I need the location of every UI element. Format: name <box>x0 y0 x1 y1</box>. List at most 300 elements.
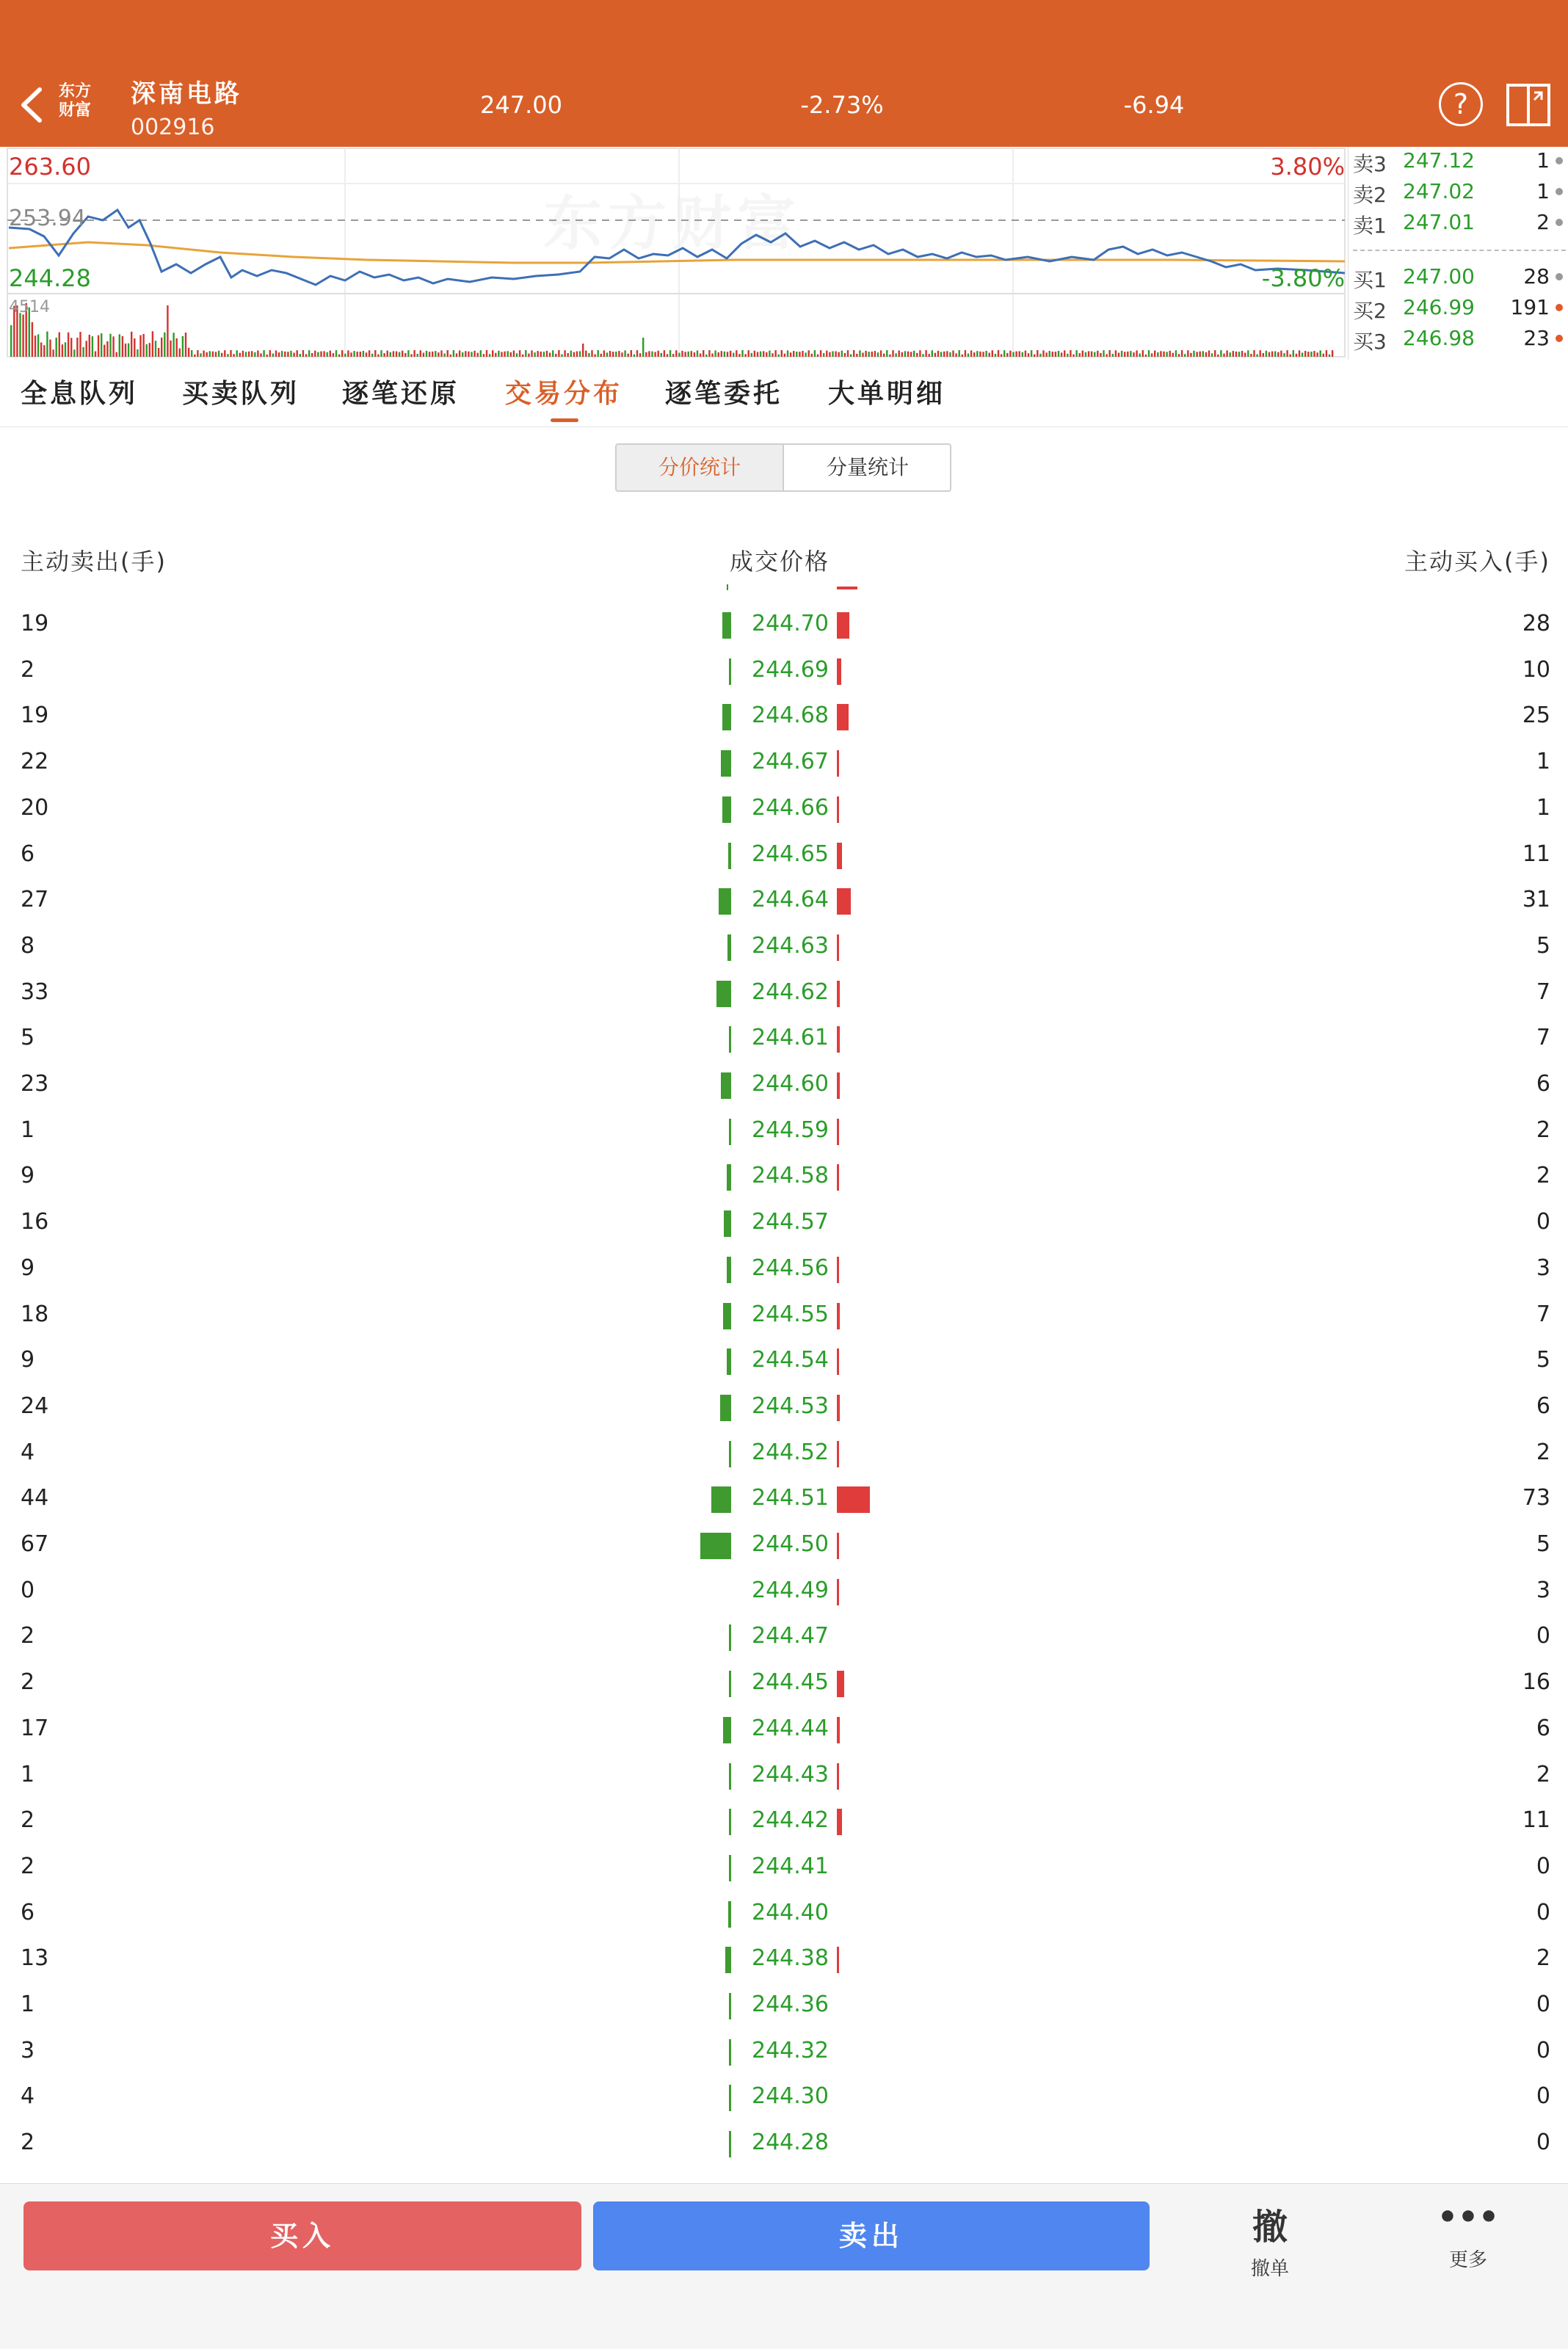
volume-bar <box>22 315 23 357</box>
volume-bar <box>236 350 238 357</box>
table-row[interactable] <box>0 1293 1568 1339</box>
volume-bar <box>1304 351 1306 357</box>
table-row[interactable] <box>0 1522 1568 1569</box>
sell-volume-bar <box>729 2039 731 2066</box>
volume-bar <box>68 333 69 357</box>
sell-volume-bar <box>729 1441 731 1467</box>
volume-bar <box>1280 351 1282 357</box>
split-screen-icon[interactable] <box>1505 82 1552 128</box>
volume-bar <box>89 335 90 357</box>
table-row[interactable] <box>0 602 1568 648</box>
volume-bar <box>109 334 111 357</box>
volume-bar <box>137 349 138 357</box>
volume-bar <box>886 350 888 357</box>
sell-volume-bar <box>729 1671 731 1697</box>
volume-bar <box>1253 350 1255 357</box>
volume-bar <box>287 352 288 357</box>
volume-bar <box>1034 355 1035 357</box>
active-sell-volume: 16 <box>21 1209 49 1235</box>
table-row[interactable] <box>0 1431 1568 1477</box>
volume-bar <box>167 305 168 357</box>
tab-1[interactable]: 买卖队列 <box>182 379 300 409</box>
table-row[interactable] <box>0 2029 1568 2075</box>
active-buy-volume: 0 <box>1536 1623 1550 1649</box>
volume-bar <box>1187 350 1188 357</box>
active-buy-volume: 2 <box>1536 1945 1550 1972</box>
active-sell-volume: 2 <box>21 1669 35 1696</box>
volume-bar <box>1329 355 1330 357</box>
trade-price: 244.55 <box>752 1301 829 1327</box>
volume-bar <box>456 353 457 357</box>
volume-bar <box>314 351 316 357</box>
active-sell-volume: 0 <box>21 1577 35 1603</box>
active-sell-volume: 1 <box>21 1761 35 1787</box>
volume-bar <box>703 350 704 357</box>
table-row[interactable] <box>0 1200 1568 1246</box>
volume-bar <box>736 350 737 357</box>
active-buy-volume: 2 <box>1536 1163 1550 1189</box>
table-row[interactable] <box>0 832 1568 879</box>
volume-bar <box>705 355 707 357</box>
table-row[interactable] <box>0 1016 1568 1062</box>
sell-volume-bar <box>729 1624 731 1651</box>
table-row[interactable] <box>0 1936 1568 1983</box>
volume-bar <box>1307 352 1309 357</box>
header-buy-marker <box>837 587 857 589</box>
order-book-row[interactable] <box>1349 294 1568 323</box>
volume-bar <box>230 350 231 357</box>
volume-bar <box>784 354 785 357</box>
tab-0[interactable]: 全息队列 <box>21 379 139 409</box>
volume-bar <box>1139 354 1141 357</box>
volume-bar <box>360 352 361 357</box>
volume-bar <box>134 338 135 357</box>
volume-bar <box>407 350 409 357</box>
volume-bar <box>1169 351 1171 357</box>
volume-bar <box>965 350 966 357</box>
volume-bar <box>1323 354 1324 357</box>
trade-price: 244.38 <box>752 1945 829 1972</box>
volume-bar <box>661 353 662 357</box>
table-row[interactable] <box>0 924 1568 970</box>
sell-volume-bar <box>711 1486 731 1513</box>
volume-bar <box>149 343 150 357</box>
trade-price: 244.61 <box>752 1025 829 1051</box>
trade-price: 244.36 <box>752 1992 829 2017</box>
volume-bar <box>245 352 247 357</box>
volume-bar <box>1058 351 1059 357</box>
order-book-row[interactable] <box>1349 147 1568 176</box>
volume-bar <box>1091 352 1092 357</box>
table-row[interactable] <box>0 1384 1568 1431</box>
volume-bar <box>1271 352 1273 357</box>
volume-bar <box>1072 355 1074 357</box>
volume-bar <box>889 355 890 357</box>
trade-price: 244.69 <box>752 656 829 683</box>
active-buy-volume: 1 <box>1536 749 1550 775</box>
stock-name: 深南电路 <box>131 79 242 109</box>
volume-bar <box>576 352 578 357</box>
volume-bar <box>519 350 520 357</box>
trade-price: 244.68 <box>752 702 829 729</box>
volume-bar <box>989 353 990 357</box>
volume-bar <box>1001 354 1002 357</box>
volume-bar <box>778 355 780 357</box>
volume-bar <box>56 338 57 357</box>
volume-bar <box>826 351 827 357</box>
buy-volume-bar <box>837 981 840 1007</box>
volume-bar <box>1172 353 1174 357</box>
active-sell-volume: 2 <box>21 656 35 683</box>
table-row[interactable] <box>0 1154 1568 1200</box>
volume-bar <box>600 354 602 357</box>
active-buy-volume: 0 <box>1536 1209 1550 1235</box>
volume-bar <box>1130 351 1131 357</box>
volume-bar <box>1217 355 1219 357</box>
volume-bar <box>853 350 854 357</box>
order-book-row[interactable] <box>1349 263 1568 292</box>
table-row[interactable] <box>0 1338 1568 1384</box>
volume-bar <box>510 352 512 357</box>
trade-price: 244.41 <box>752 1853 829 1879</box>
trade-price: 244.49 <box>752 1577 829 1603</box>
volume-bar <box>52 349 54 357</box>
table-row[interactable] <box>0 648 1568 694</box>
sell-volume-bar <box>727 934 731 961</box>
volume-bar <box>697 350 698 357</box>
volume-bar <box>639 353 641 357</box>
active-sell-volume: 1 <box>21 1992 35 2017</box>
volume-bar <box>573 352 575 357</box>
order-book-row[interactable] <box>1349 324 1568 354</box>
tab-2[interactable]: 逐笔还原 <box>342 379 460 409</box>
buy-volume-bar <box>837 1395 840 1421</box>
volume-bar <box>711 353 713 357</box>
buy-volume-bar <box>837 1072 840 1099</box>
volume-bar <box>598 350 599 357</box>
volume-bar <box>1012 352 1014 357</box>
volume-bar <box>353 351 355 357</box>
active-buy-volume: 0 <box>1536 2130 1550 2156</box>
volume-bar <box>802 351 803 357</box>
volume-bar <box>335 350 337 357</box>
active-buy-volume: 6 <box>1536 1071 1550 1097</box>
chart-preclose-label: 253.94 <box>9 206 86 231</box>
volume-bar <box>492 350 493 357</box>
volume-bar <box>1247 350 1249 357</box>
stock-code: 002916 <box>131 115 215 140</box>
volume-bar <box>946 351 948 357</box>
volume-bar <box>642 338 644 357</box>
trade-price: 244.63 <box>752 932 829 959</box>
volume-bar <box>1160 351 1161 357</box>
sell-volume-bar <box>728 843 731 869</box>
volume-bar <box>142 334 144 357</box>
volume-bar <box>344 354 346 357</box>
buy-volume-bar <box>837 1257 839 1283</box>
volume-bar <box>248 352 250 357</box>
volume-bar <box>1079 353 1081 357</box>
table-row[interactable] <box>0 1753 1568 1799</box>
volume-bar <box>1230 352 1231 357</box>
volume-bar <box>164 333 165 357</box>
order-book-row[interactable] <box>1349 178 1568 207</box>
table-row[interactable] <box>0 1845 1568 1891</box>
volume-bar <box>932 350 933 357</box>
volume-bar <box>185 333 186 357</box>
table-row[interactable] <box>0 2121 1568 2167</box>
volume-bar <box>916 353 918 357</box>
volume-bar <box>1154 350 1155 357</box>
volume-bar <box>435 351 436 357</box>
trade-price: 244.47 <box>752 1623 829 1649</box>
volume-bar <box>1109 350 1111 357</box>
trade-price: 244.59 <box>752 1117 829 1143</box>
order-book-dot-icon <box>1556 273 1563 280</box>
tab-5[interactable]: 大单明细 <box>828 379 946 409</box>
table-row[interactable] <box>0 1707 1568 1753</box>
volume-bar <box>477 353 479 357</box>
active-sell-volume: 2 <box>21 1807 35 1834</box>
tab-3[interactable]: 交易分布 <box>505 379 623 409</box>
order-book-price: 247.01 <box>1403 210 1475 234</box>
volume-bar <box>688 352 689 357</box>
volume-bar <box>380 350 382 357</box>
volume-bar <box>952 350 954 357</box>
volume-bar <box>850 355 852 357</box>
volume-bar <box>363 351 364 357</box>
volume-bar <box>1250 354 1252 357</box>
active-buy-volume: 28 <box>1522 611 1550 636</box>
order-book-level: 买3 <box>1353 330 1387 354</box>
buy-volume-bar <box>837 704 849 730</box>
volume-bar <box>251 351 253 357</box>
volume-bar <box>1052 352 1053 357</box>
active-sell-volume: 9 <box>21 1163 35 1189</box>
volume-bar <box>396 352 397 357</box>
volume-bar <box>504 352 505 357</box>
order-book-volume: 1 <box>1536 148 1550 173</box>
volume-bar <box>738 354 740 357</box>
volume-bar <box>1148 350 1150 357</box>
volume-bar <box>19 313 21 357</box>
volume-bar <box>543 352 545 357</box>
volume-bar <box>940 352 942 357</box>
table-row[interactable] <box>0 1246 1568 1293</box>
table-row[interactable] <box>0 1569 1568 1615</box>
volume-bar <box>1202 351 1204 357</box>
active-sell-volume: 9 <box>21 1255 35 1281</box>
active-sell-volume: 19 <box>21 611 49 636</box>
order-book-price: 247.00 <box>1403 264 1475 288</box>
segment-volume-stats[interactable]: 分量统计 <box>826 455 909 479</box>
volume-bar <box>820 350 821 357</box>
volume-bar <box>1075 350 1077 357</box>
volume-bar <box>43 345 45 357</box>
volume-bar <box>1256 355 1257 357</box>
volume-bar <box>179 349 181 357</box>
volume-bar <box>558 350 559 357</box>
volume-bar <box>284 352 286 357</box>
table-row[interactable] <box>0 1108 1568 1155</box>
volume-bar <box>1042 350 1044 357</box>
volume-bar <box>901 352 903 357</box>
active-sell-volume: 6 <box>21 841 35 867</box>
volume-bar <box>540 352 542 357</box>
volume-bar <box>371 354 373 357</box>
table-row[interactable] <box>0 1798 1568 1845</box>
volume-bar <box>708 350 710 357</box>
volume-bar <box>308 350 310 357</box>
volume-bar <box>128 344 129 357</box>
volume-bar <box>714 350 716 357</box>
current-price: 247.00 <box>480 91 562 119</box>
trade-price: 244.30 <box>752 2083 829 2110</box>
volume-bar <box>116 352 117 357</box>
volume-bar <box>101 333 102 357</box>
cancel-order-label: 撤单 <box>1250 2258 1289 2280</box>
volume-bar <box>585 351 587 357</box>
volume-bar <box>1067 354 1068 357</box>
volume-bar <box>1145 355 1147 357</box>
table-row[interactable] <box>0 1062 1568 1108</box>
table-row[interactable] <box>0 1983 1568 2029</box>
volume-bar <box>1184 354 1186 357</box>
volume-bar <box>1166 352 1167 357</box>
volume-bar <box>260 353 261 357</box>
volume-bar <box>1142 350 1144 357</box>
table-row[interactable] <box>0 740 1568 786</box>
volume-bar <box>754 351 755 357</box>
volume-bar <box>1178 354 1180 357</box>
table-row[interactable] <box>0 1660 1568 1707</box>
table-row[interactable] <box>0 1476 1568 1522</box>
volume-bar <box>330 351 331 357</box>
volume-bar <box>40 343 42 357</box>
back-arrow-icon[interactable] <box>13 79 51 131</box>
active-buy-volume: 31 <box>1522 887 1550 913</box>
volume-bar <box>366 352 367 357</box>
active-buy-volume: 11 <box>1522 1807 1550 1834</box>
volume-bar <box>1070 350 1071 357</box>
active-buy-volume: 25 <box>1522 702 1550 729</box>
volume-bar <box>763 351 764 357</box>
trade-price: 244.53 <box>752 1393 829 1419</box>
active-sell-volume: 22 <box>21 749 49 775</box>
sell-volume-bar <box>729 1763 731 1790</box>
volume-bar <box>982 352 984 357</box>
volume-bar <box>119 334 120 357</box>
volume-bar <box>700 353 701 357</box>
more-button[interactable] <box>1409 2194 1527 2282</box>
table-row[interactable] <box>0 694 1568 740</box>
order-book-row[interactable] <box>1349 208 1568 238</box>
volume-bar <box>1196 352 1197 357</box>
sell-volume-bar <box>729 1809 731 1835</box>
order-book-price: 247.02 <box>1403 179 1475 203</box>
volume-bar <box>215 352 217 357</box>
volume-bar <box>106 341 108 357</box>
table-row[interactable] <box>0 970 1568 1017</box>
volume-bar <box>618 351 620 357</box>
table-row[interactable] <box>0 2074 1568 2121</box>
sell-button[interactable]: 卖出 <box>593 2201 1150 2270</box>
active-buy-volume: 5 <box>1536 932 1550 959</box>
volume-bar <box>104 345 105 357</box>
volume-bar <box>769 351 770 357</box>
volume-bar <box>327 352 328 357</box>
table-row[interactable] <box>0 878 1568 924</box>
volume-bar <box>1310 352 1312 357</box>
active-buy-volume: 6 <box>1536 1715 1550 1741</box>
table-row[interactable] <box>0 1891 1568 1937</box>
volume-bar <box>552 350 553 357</box>
volume-bar <box>1226 350 1227 357</box>
volume-bar <box>263 350 264 357</box>
sell-volume-bar <box>700 1533 731 1559</box>
buy-volume-bar <box>837 888 851 915</box>
volume-bar <box>899 351 900 357</box>
volume-bar <box>200 353 201 357</box>
volume-bar <box>1112 354 1114 357</box>
volume-bar <box>829 352 830 357</box>
volume-bar <box>495 353 496 357</box>
tab-4[interactable]: 逐笔委托 <box>665 379 783 409</box>
volume-bar <box>838 352 840 357</box>
volume-bar <box>919 350 921 357</box>
buy-button[interactable]: 买入 <box>23 2201 581 2270</box>
table-row[interactable] <box>0 1614 1568 1660</box>
volume-bar <box>417 354 418 357</box>
volume-bar <box>1313 351 1315 357</box>
volume-bar <box>516 353 518 357</box>
table-row[interactable] <box>0 786 1568 832</box>
order-book-divider <box>1353 250 1566 251</box>
volume-bar <box>443 354 445 357</box>
chart-volume-label: 4514 <box>9 298 50 316</box>
active-buy-volume: 0 <box>1536 1899 1550 1925</box>
volume-bar <box>224 350 225 357</box>
app-logo <box>54 82 95 123</box>
active-buy-volume: 5 <box>1536 1531 1550 1557</box>
volume-bar <box>959 350 960 357</box>
cancel-order-button[interactable] <box>1211 2194 1329 2282</box>
volume-bar <box>724 352 725 357</box>
volume-bar <box>65 342 66 357</box>
volume-bar <box>913 351 915 357</box>
sell-volume-bar <box>724 1210 731 1237</box>
volume-bar <box>158 348 159 357</box>
active-buy-volume: 0 <box>1536 1992 1550 2017</box>
volume-bar <box>266 355 268 357</box>
order-book-level: 卖2 <box>1353 183 1387 207</box>
intraday-chart[interactable] <box>0 147 1348 360</box>
logo-text-bottom: 财富 <box>58 101 91 120</box>
volume-bar <box>555 354 556 357</box>
help-icon[interactable]: ? <box>1439 82 1483 126</box>
volume-bar <box>877 352 879 357</box>
volume-bar <box>203 351 204 357</box>
order-book-volume: 191 <box>1510 295 1550 319</box>
active-sell-volume: 23 <box>21 1071 49 1097</box>
trade-price: 244.32 <box>752 2037 829 2063</box>
volume-bar <box>112 336 114 357</box>
segment-price-stats[interactable]: 分价统计 <box>617 445 784 490</box>
volume-bar <box>302 350 304 357</box>
active-buy-volume: 6 <box>1536 1393 1550 1419</box>
volume-bar <box>125 344 126 357</box>
order-book-dot-icon <box>1556 157 1563 164</box>
